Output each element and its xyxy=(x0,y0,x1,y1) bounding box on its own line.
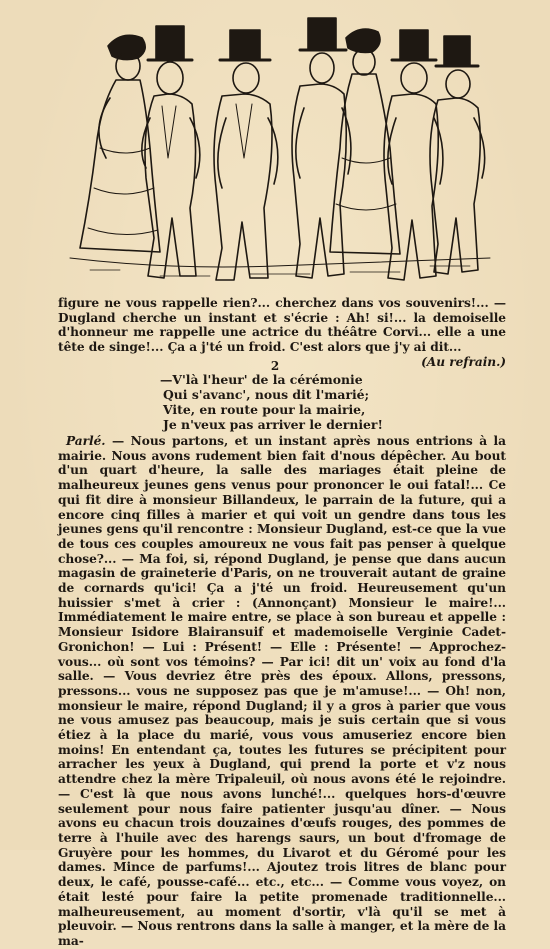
verse-block xyxy=(160,372,383,432)
refrain-marker: (Au refrain.) xyxy=(421,354,506,369)
paragraph-2 xyxy=(58,434,506,949)
verse-line: Qui s'avanc', nous dit l'marié; xyxy=(163,387,370,402)
figure-man-tophat-2 xyxy=(214,30,278,280)
spoken-lead: Parlé. xyxy=(66,434,106,448)
verse-line: Vite, en route pour la mairie, xyxy=(163,402,366,417)
figure-man-tophat-3 xyxy=(292,18,351,278)
wedding-party-illustration xyxy=(50,8,500,290)
paragraph-2-text: — Nous partons, et un instant après nous entrions à la mairie. Nous avons rudement bien fait d'nous dépêcher. Au bout d'un quart d'heure, la salle des mariages était pleine de malheureux jeunes gens venus pour prononcer le oui fatal!... Ce qui fit dire à monsieur Billandeux, le parrain de la future, qui a encore cinq filles à marier et qui voit un gendre dans tous les jeunes gens qu'il rencontre : Monsieur Dugland, est-ce que la vue de tous ces couples amoureux ne vous fait pas penser à quelque chose?... — Ma foi, si, répond Dugland, je pense que dans aucun magasin de graineterie d'Paris, on ne trouverait autant de graine de cornards qu'ici! Ça a j'té un froid. Heureusement qu'un huissier s'met à crier : (Annonçant) Monsieur le maire!... Immédiatement le maire entre, se place à son bureau et appelle : Monsieur Isidore Blairansuif et mademoiselle Verginie Cadet-Gronichon! — Lui : Présent! — Elle : Présente! — Approchez-vous... où sont vos témoins? — Par ici! dit un' voix au fond d'la salle. — Vous devriez être près des époux. Allons, pressons, pressons... vous ne supposez pas que je m'amuse!... — Oh! non, monsieur le maire, répond Dugland; il y a gros à parier que vous ne vous amusez pas beaucoup, mais je suis certain que si vous étiez à la place du marié, vous vous amuseriez encore bien moins! En entendant ça, toutes les futures se précipitent pour arracher les yeux à Dugland, qui prend la porte et v'z nous attendre chez la mère Tripaleuil, où nous avons été le rejoindre. — C'est là que nous avons lunché!... quelques hors-d'œuvre seulement pour nous faire patienter jusqu'au dîner. — Nous avons eu chacun trois douzaines d'œufs rouges, des pommes de terre à l'huile avec des harengs saurs, un bout d'fromage de Gruyère pour les hommes, du Livarot et du Géromé pour les dames. Mince de parfums!... Ajoutez trois litres de blanc pour deux, le café, pousse-café... etc., etc... — Comme vous voyez, on était lesté pour faire la petite promenade traditionnelle... malheureusement, au moment d'sortir, v'là qu'il se met à pleuvoir. — Nous rentrons dans la salle à manger, et la mère de la ma- xyxy=(58,434,506,948)
figure-woman-left xyxy=(80,35,160,252)
verse-line: Je n'veux pas arriver le dernier! xyxy=(163,417,383,432)
figure-man-tophat-4 xyxy=(384,30,443,280)
paragraph-1-text: figure ne vous rappelle rien?... cherchez dans vos souvenirs!... — Dugland cherche un instant et s'écrie : Ah! si!... la demoiselle d'honneur me rappelle une actrice du théâtre Corvi... elle a une tête de singe!... Ça a j'té un froid. C'est alors que j'y ai dit... xyxy=(58,296,506,355)
verse-line: —V'là l'heur' de la cérémonie xyxy=(160,372,363,387)
verse-number: 2 xyxy=(270,359,280,373)
